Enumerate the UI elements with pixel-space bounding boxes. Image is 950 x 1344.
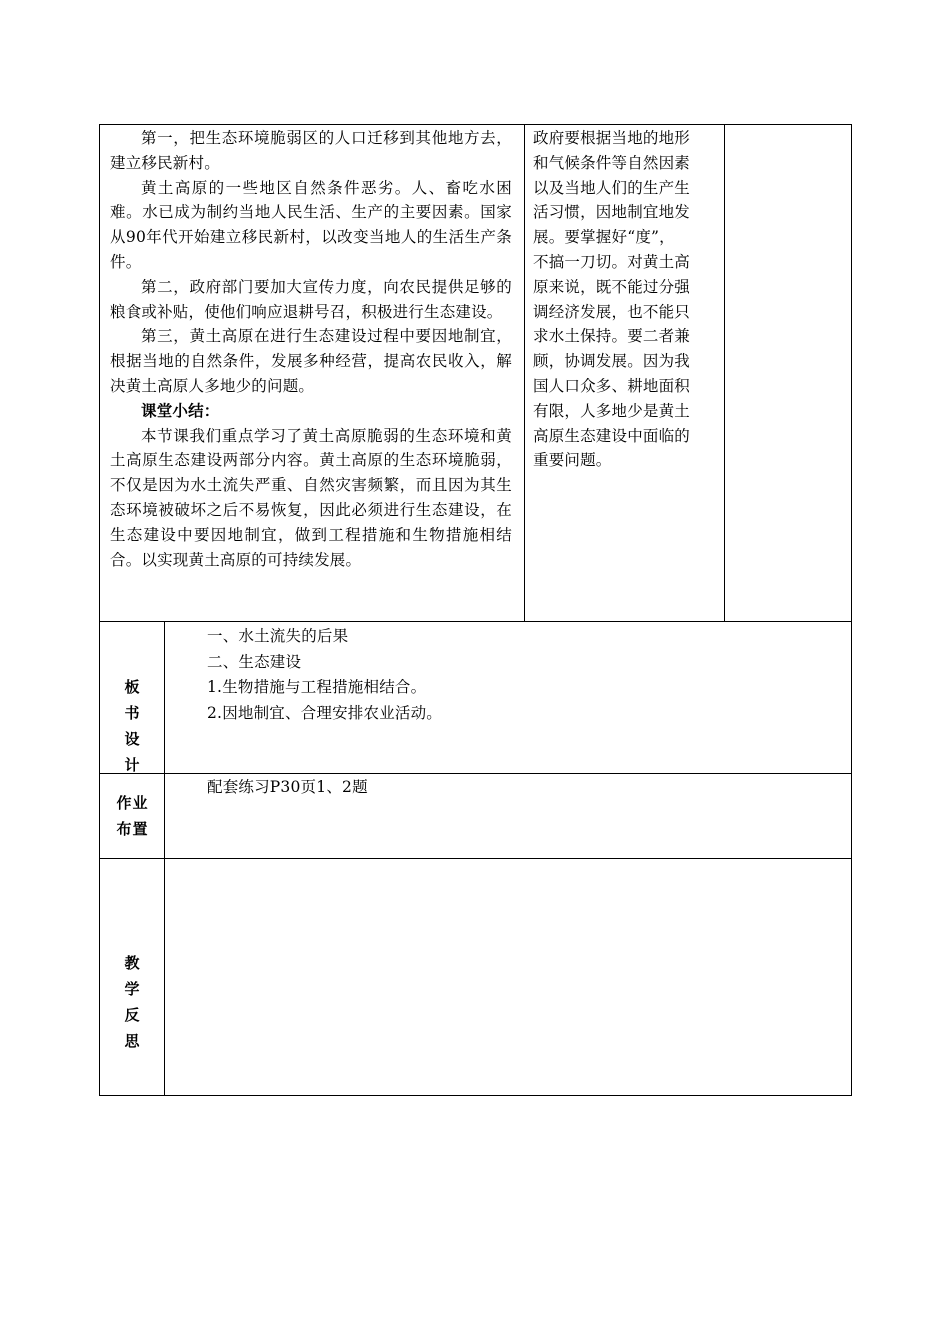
board-item: 二、生态建设 (207, 652, 302, 671)
board-item: 一、水土流失的后果 (207, 627, 349, 645)
homework-label-line1: 作业 (116, 794, 149, 812)
row-divider-homework (99, 773, 852, 774)
reflection-label (100, 950, 164, 1054)
notes-line: 国人口众多、耕地面积 (533, 376, 691, 395)
lesson-content (110, 126, 512, 572)
notes-line: 活习惯，因地制宜地发 (533, 203, 691, 222)
notes-line: 原来说，既不能过分强 (533, 277, 691, 296)
notes-line: 不搞一刀切。对黄土高 (533, 252, 691, 271)
notes-line: 顾，协调发展。因为我 (533, 352, 691, 371)
notes-line: 高原生态建设中面临的 (533, 426, 691, 445)
board-design-label (100, 674, 164, 778)
teaching-notes (533, 126, 719, 473)
table-bottom-border (99, 1095, 852, 1096)
board-label-line1: 板 书 (124, 678, 152, 722)
homework-label-line2: 布置 (116, 820, 149, 838)
notes-line: 政府要根据当地的地形 (533, 129, 691, 147)
board-item: 1.生物措施与工程措施相结合。 (207, 678, 427, 696)
notes-line: 和气候条件等自然因素 (533, 153, 691, 172)
lesson-paragraph: 第三，黄土高原在进行生态建设过程中要因地制宜，根据当地的自然条件，发展多种经营，提高农民收入，解决黄土高原人多地少的问题。 (110, 327, 512, 395)
label-column-divider (164, 621, 165, 1096)
summary-text: 本节课我们重点学习了黄土高原脆弱的生态环境和黄土高原生态建设两部分内容。黄土高原的生态环境脆弱，不仅是因为水土流失严重、自然灾害频繁，而且因为其生态环境被破坏之后不易恢复，因此必须进行生态建设，在生态建设中要因地制宜，做到工程措施和生物措施相结合。以实现黄土高原的可持续发展。 (110, 426, 512, 569)
notes-line: 以及当地人们的生产生 (533, 178, 691, 197)
notes-column-right-divider (724, 124, 725, 622)
row-divider-board (99, 621, 852, 622)
notes-line: 有限，人多地少是黄土 (533, 401, 691, 420)
summary-heading: 课堂小结： (141, 400, 220, 420)
homework-text: 配套练习P30页1、2题 (207, 778, 368, 796)
reflection-label-line1: 教 学 (124, 954, 152, 998)
notes-line: 调经济发展，也不能只 (533, 302, 691, 321)
homework-label (100, 790, 164, 842)
lesson-paragraph: 第一，把生态环境脆弱区的人口迁移到其他地方去，建立移民新村。 (110, 129, 512, 172)
lesson-paragraph: 第二，政府部门要加大宣传力度，向农民提供足够的粮食或补贴，使他们响应退耕号召，积极进行生态建设。 (110, 277, 512, 321)
notes-line: 重要问题。 (533, 451, 612, 470)
notes-line: 展。要掌握好“度”， (533, 228, 675, 247)
lesson-paragraph: 黄土高原的一些地区自然条件恶劣。人、畜吃水困难。水已成为制约当地人民生活、生产的主要因素。国家从90年代开始建立移民新村，以改变当地人的生活生产条件。 (110, 178, 512, 271)
board-design-content (207, 624, 807, 726)
homework-content (207, 775, 807, 800)
row-divider-reflection (99, 858, 852, 859)
notes-column-left-divider (524, 124, 525, 622)
notes-line: 求水土保持。要二者兼 (533, 327, 691, 346)
reflection-label-line2: 反 思 (124, 1006, 152, 1050)
table-top-border (99, 124, 852, 125)
board-label-line2: 设 计 (124, 730, 152, 774)
table-right-border (851, 124, 852, 1096)
board-item: 2.因地制宜、合理安排农业活动。 (207, 703, 442, 722)
